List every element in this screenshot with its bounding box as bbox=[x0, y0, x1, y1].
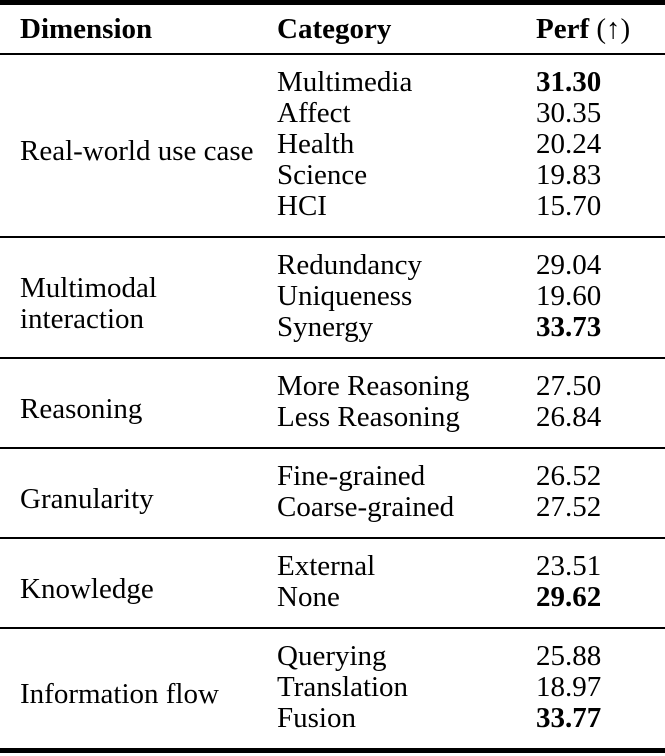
perf-cell: 31.30 bbox=[536, 66, 602, 98]
table-row bbox=[0, 54, 665, 98]
group-knowledge bbox=[0, 538, 665, 628]
group-reasoning bbox=[0, 358, 665, 448]
category-cell: Less Reasoning bbox=[277, 401, 460, 433]
perf-cell: 15.70 bbox=[536, 190, 602, 222]
category-cell: Fusion bbox=[277, 702, 356, 734]
perf-cell: 27.50 bbox=[536, 370, 602, 402]
dimension-cell: Multimodal interaction bbox=[20, 271, 157, 335]
dimension-cell: Information flow bbox=[20, 678, 219, 710]
perf-cell: 26.52 bbox=[536, 460, 602, 492]
group-information-flow bbox=[0, 628, 665, 751]
table-row bbox=[0, 448, 665, 492]
table-row bbox=[0, 538, 665, 582]
perf-cell: 20.24 bbox=[536, 128, 602, 160]
category-cell: Redundancy bbox=[277, 249, 422, 281]
perf-cell: 33.73 bbox=[536, 311, 602, 343]
category-cell: Synergy bbox=[277, 311, 374, 343]
category-cell: More Reasoning bbox=[277, 370, 470, 402]
up-arrow-icon: (↑) bbox=[596, 12, 631, 45]
group-granularity bbox=[0, 448, 665, 538]
group-multimodal-interaction bbox=[0, 237, 665, 358]
category-cell: Affect bbox=[277, 97, 351, 129]
header-row bbox=[0, 3, 665, 55]
table-row bbox=[0, 628, 665, 672]
category-cell: Fine-grained bbox=[277, 460, 426, 492]
header-perf bbox=[536, 3, 665, 55]
perf-cell: 23.51 bbox=[536, 550, 602, 582]
perf-cell: 19.83 bbox=[536, 159, 602, 191]
dimension-cell: Real-world use case bbox=[20, 135, 254, 167]
category-cell: Coarse-grained bbox=[277, 491, 455, 523]
category-cell: Translation bbox=[277, 671, 409, 703]
header-perf-label: Perf bbox=[536, 12, 590, 45]
category-cell: HCI bbox=[277, 190, 327, 222]
perf-cell: 18.97 bbox=[536, 671, 602, 703]
table-row bbox=[0, 237, 665, 281]
category-cell: Uniqueness bbox=[277, 280, 413, 312]
category-cell: Science bbox=[277, 159, 368, 191]
header-dimension: Dimension bbox=[0, 3, 277, 55]
perf-cell: 26.84 bbox=[536, 401, 602, 433]
table-row bbox=[0, 358, 665, 402]
perf-cell: 19.60 bbox=[536, 280, 602, 312]
dimension-cell: Knowledge bbox=[20, 572, 154, 605]
group-real-world-use-case bbox=[0, 54, 665, 237]
perf-cell: 27.52 bbox=[536, 491, 602, 523]
dimension-cell: Granularity bbox=[20, 482, 154, 515]
dimension-cell: Reasoning bbox=[20, 392, 143, 425]
perf-cell: 30.35 bbox=[536, 97, 602, 129]
table-header bbox=[0, 3, 665, 55]
category-cell: Multimedia bbox=[277, 66, 413, 98]
category-cell: None bbox=[277, 581, 340, 613]
category-cell: External bbox=[277, 550, 376, 582]
perf-cell: 29.04 bbox=[536, 249, 602, 281]
perf-cell: 33.77 bbox=[536, 702, 602, 734]
header-category: Category bbox=[277, 3, 536, 55]
category-cell: Querying bbox=[277, 640, 387, 672]
perf-cell: 29.62 bbox=[536, 581, 602, 613]
category-cell: Health bbox=[277, 128, 355, 160]
perf-cell: 25.88 bbox=[536, 640, 602, 672]
